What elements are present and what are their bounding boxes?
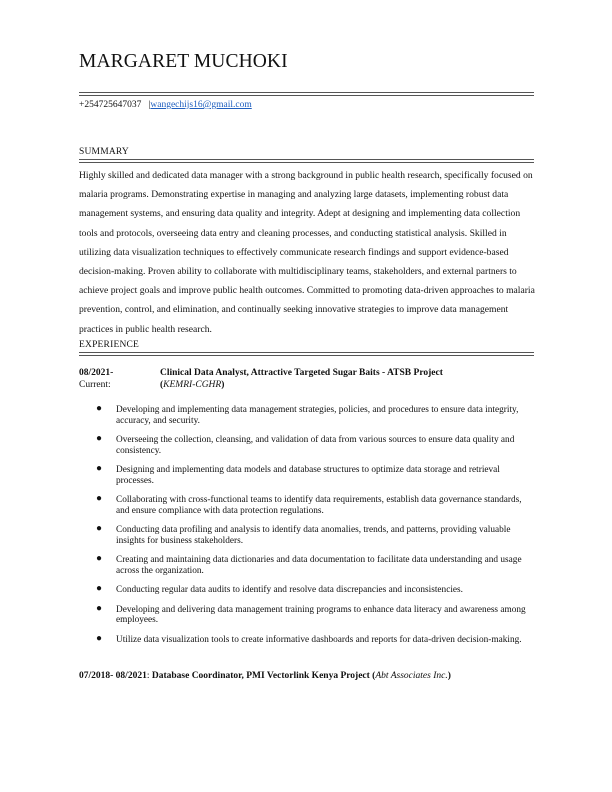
list-item: ● Overseeing the collection, cleansing, and validation of data from various sources to ensure data quality and consistency. bbox=[96, 433, 515, 456]
email-link[interactable]: wangechijs16@gmail.com bbox=[150, 100, 252, 110]
summary-text: Highly skilled and dedicated data manager with a strong background in public health research, specifically focused on malaria programs. Demonstrating expertise in managing and analyzing large datasets, implementing robust data management systems, and ensuring data quality and integrity. Adept at designing and implementing data collection tools and protocols, overseeing data entry and cleaning processes, and conducting statistical analysis. Skilled in utilizing data visualization techniques to effectively communicate research findings and support evidence-based decision-making. Proven ability to collaborate with multidisciplinary teams, stakeholders, and external partners to achieve project goals and improve public health outcomes. Committed to promoting data-driven approaches to malaria prevention, control, and elimination, and continually seeking innovative strategies to improve data management practices in public health research. bbox=[79, 170, 535, 335]
job-title: Database Coordinator, PMI Vectorlink Kenya Project ( bbox=[151, 671, 376, 681]
job-organization: Abt Associates Inc. bbox=[375, 671, 448, 681]
job-dates: 08/2021- Current: bbox=[79, 368, 114, 390]
list-item: ● Conducting data profiling and analysis to identify data anomalies, trends, and patterns, providing valuable insights for business stakeholders. bbox=[96, 523, 511, 546]
job-title: Clinical Data Analyst, Attractive Targeted Sugar Baits - ATSB Project (KEMRI-CGHR) bbox=[160, 368, 443, 390]
job-dates: 07/2018- 08/2021 bbox=[79, 671, 147, 681]
list-item: ● Creating and maintaining data dictionaries and data documentation to facilitate data understanding and usage across the organization. bbox=[96, 553, 522, 576]
bullet-icon: ● bbox=[96, 583, 103, 594]
experience-heading: EXPERIENCE bbox=[79, 340, 140, 350]
job-responsibilities-list bbox=[96, 405, 536, 665]
bullet-icon: ● bbox=[96, 493, 103, 504]
bullet-icon: ● bbox=[96, 523, 103, 534]
candidate-name: MARGARET MUCHOKI bbox=[79, 51, 288, 72]
bullet-icon: ● bbox=[96, 632, 103, 644]
job-entry-database-coordinator: 07/2018- 08/2021: Database Coordinator, PMI Vectorlink Kenya Project (Abt Associates Inc.) bbox=[79, 671, 451, 681]
bullet-icon: ● bbox=[96, 433, 103, 444]
bullet-icon: ● bbox=[96, 602, 103, 614]
list-item: ● Developing and implementing data management strategies, policies, and procedures to ensure data integrity, accuracy, and security. bbox=[96, 403, 519, 426]
job-entry-clinical-data-analyst bbox=[79, 367, 539, 393]
phone-number: +254725647037 bbox=[79, 100, 142, 110]
header-divider bbox=[79, 92, 534, 96]
list-item: ● Designing and implementing data models and database structures to optimize data storage and retrieval processes. bbox=[96, 463, 500, 486]
list-item: ● Conducting regular data audits to identify and resolve data discrepancies and inconsistencies. bbox=[96, 583, 463, 595]
job-organization: KEMRI-CGHR bbox=[163, 380, 222, 390]
summary-heading: SUMMARY bbox=[79, 147, 129, 157]
summary-divider bbox=[79, 159, 534, 163]
list-item: ● Developing and delivering data management training programs to enhance data literacy and awareness among employees. bbox=[96, 602, 526, 625]
bullet-icon: ● bbox=[96, 553, 103, 564]
experience-divider bbox=[79, 352, 534, 356]
bullet-icon: ● bbox=[96, 403, 103, 414]
contact-line bbox=[79, 100, 252, 110]
list-item: ● Utilize data visualization tools to create informative dashboards and reports for data-driven decision-making. bbox=[96, 632, 522, 645]
bullet-icon: ● bbox=[96, 463, 103, 474]
contact-separator: | bbox=[148, 100, 151, 110]
list-item: ● Collaborating with cross-functional teams to identify data requirements, establish data governance standards, and ensure compliance with data protection regulations. bbox=[96, 493, 522, 516]
